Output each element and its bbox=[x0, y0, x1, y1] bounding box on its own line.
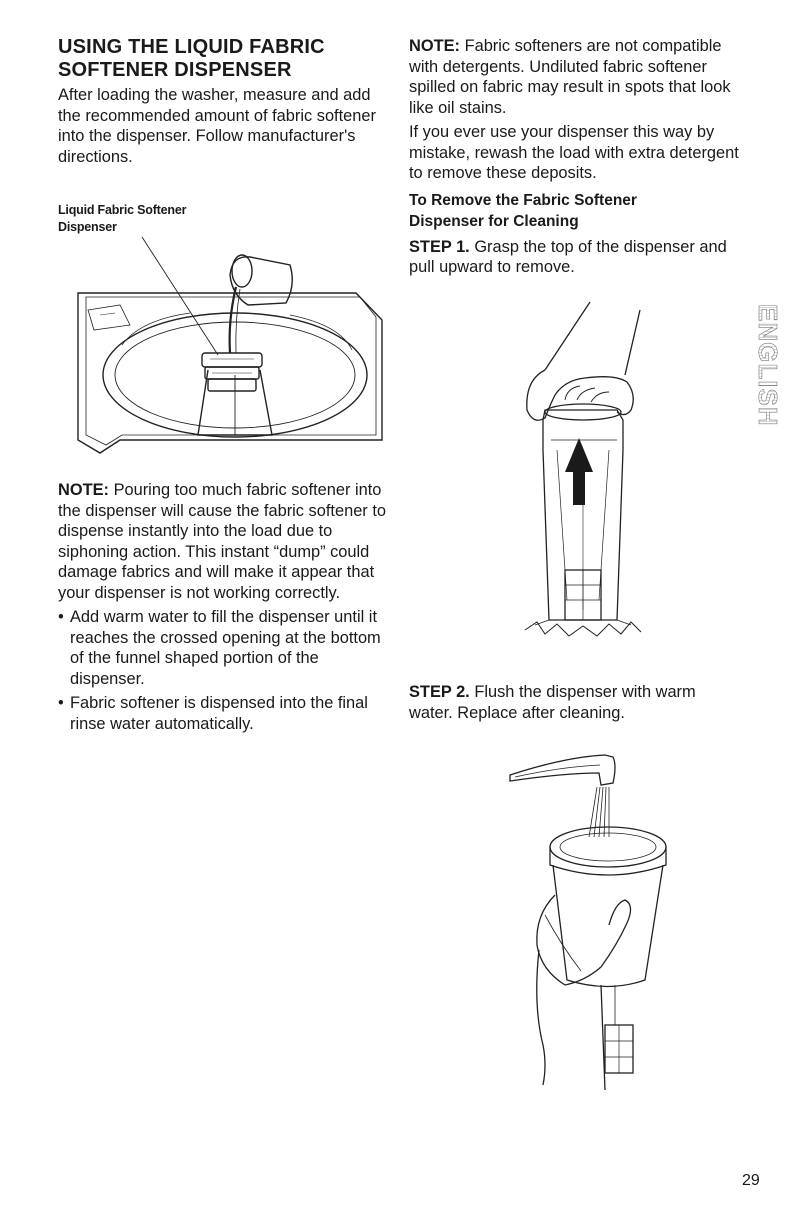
section-title bbox=[58, 36, 388, 82]
note-label: NOTE: bbox=[409, 37, 460, 55]
washer-dispenser-illustration bbox=[60, 225, 390, 460]
bullet-list bbox=[58, 607, 388, 734]
side-tab-label: ENGLISH bbox=[753, 304, 783, 427]
step2-text: Flush the dispenser with warm water. Replace after cleaning. bbox=[409, 683, 696, 722]
language-tab-graphic bbox=[737, 298, 783, 470]
caption-line2: Dispenser bbox=[58, 220, 117, 234]
subsection-title-line2: Dispenser for Cleaning bbox=[409, 212, 579, 230]
left-column-lower bbox=[58, 480, 388, 734]
bullet-text: Fabric softener is dispensed into the final rinse water automatically. bbox=[70, 694, 368, 733]
step1-label: STEP 1. bbox=[409, 237, 470, 256]
language-side-tab bbox=[737, 298, 783, 470]
step2-block bbox=[409, 682, 739, 723]
note-text: Pouring too much fabric softener into the dispenser will cause the fabric softener to dispense instantly into the load due to siphoning action. This instant “dump” could damage fabrics and will make it appear that your dispenser is not working correctly. bbox=[58, 481, 386, 602]
intro-paragraph: After loading the washer, measure and add the recommended amount of fabric softener into the dispenser. Follow manufacturer's directions. bbox=[58, 86, 376, 166]
step1-text: Grasp the top of the dispenser and pull upward to remove. bbox=[409, 237, 727, 276]
bullet-text: Add warm water to fill the dispenser until it reaches the crossed opening at the bottom of the funnel shaped portion of the dispenser. bbox=[70, 608, 381, 688]
step1-paragraph bbox=[409, 237, 739, 278]
caption-line1: Liquid Fabric Softener bbox=[58, 203, 187, 217]
note-paragraph-left bbox=[58, 480, 388, 603]
page-number: 29 bbox=[742, 1172, 760, 1189]
right-column bbox=[409, 36, 739, 278]
list-item: • Fabric softener is dispensed into the final rinse water automatically. bbox=[58, 694, 368, 733]
step2-paragraph bbox=[409, 682, 739, 723]
up-arrow-icon bbox=[565, 438, 593, 505]
note-paragraph-right bbox=[409, 36, 739, 118]
step2-label: STEP 2. bbox=[409, 683, 470, 701]
section-title-line1: USING THE LIQUID FABRIC bbox=[58, 36, 325, 58]
rewash-paragraph: If you ever use your dispenser this way by mistake, rewash the load with extra detergent to remove these deposits. bbox=[409, 123, 739, 182]
step2-illustration bbox=[505, 745, 695, 1100]
list-item: • Add warm water to fill the dispenser until it reaches the crossed opening at the bottom of the funnel shaped portion of the dispenser. bbox=[58, 608, 381, 688]
section-title-line2: SOFTENER DISPENSER bbox=[58, 59, 292, 81]
left-column bbox=[58, 36, 388, 236]
step1-illustration bbox=[505, 300, 655, 645]
subsection-title-line1: To Remove the Fabric Softener bbox=[409, 191, 637, 209]
note-label: NOTE: bbox=[58, 481, 109, 499]
note-text: Fabric softeners are not compatible with detergents. Undiluted fabric softener spilled on fabric may result in spots that look like oil stains. bbox=[409, 37, 731, 117]
subsection-title bbox=[409, 190, 739, 232]
